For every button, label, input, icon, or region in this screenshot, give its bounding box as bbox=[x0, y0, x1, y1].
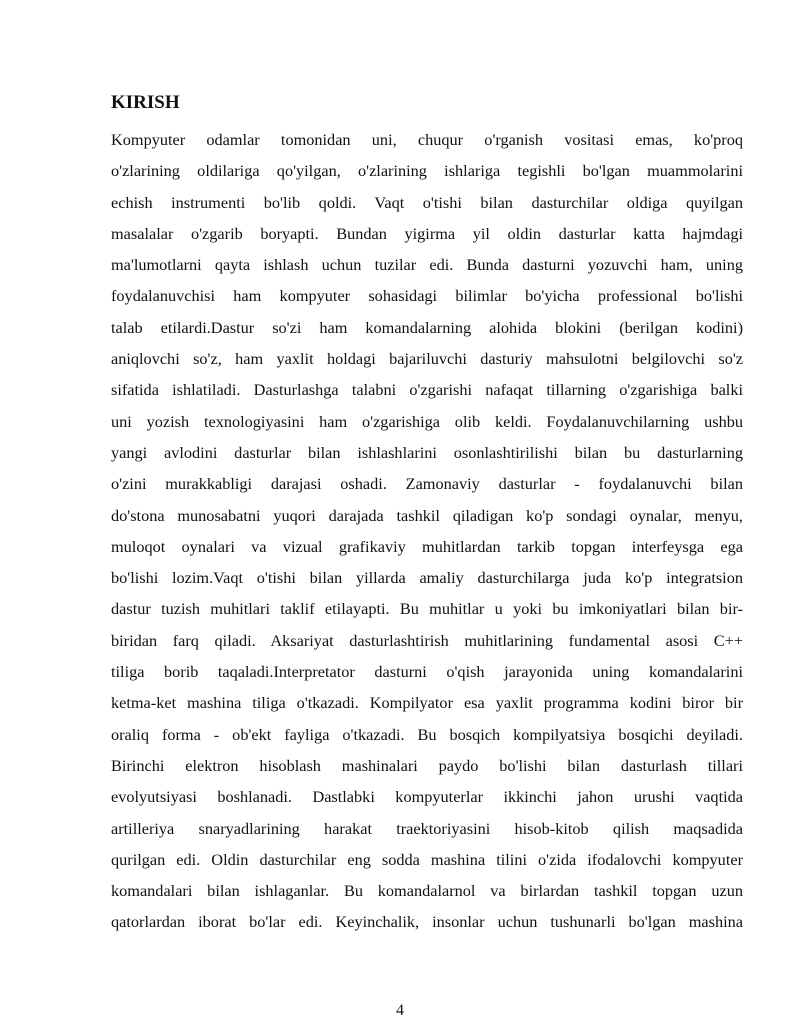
text-line: ma'lumotlarni qayta ishlash uchun tuzilar edi. Bunda dasturni yozuvchi ham, uning bbox=[111, 255, 743, 275]
text-line: do'stona munosabatni yuqori darajada tashkil qiladigan ko'p sondagi oynalar, menyu, bbox=[111, 505, 743, 525]
text-line: tiliga borib taqaladi.Interpretator dasturni o'qish jarayonida uning komandalarini bbox=[111, 662, 743, 682]
text-line: yangi avlodini dasturlar bilan ishlashlarini osonlashtirilishi bilan bu dasturlarning bbox=[111, 442, 743, 462]
page-number: 4 bbox=[396, 1002, 404, 1019]
text-line: qurilgan edi. Oldin dasturchilar eng sodda mashina tilini o'zida ifodalovchi kompyuter bbox=[111, 849, 743, 869]
text-line: o'zlarining oldilariga qo'yilgan, o'zlarining ishlariga tegishli bo'lgan muammolarini bbox=[111, 161, 743, 181]
text-line: evolyutsiyasi boshlanadi. Dastlabki kompyuterlar ikkinchi jahon urushi vaqtida bbox=[111, 787, 743, 807]
text-line: Kompyuter odamlar tomonidan uni, chuqur o'rganish vositasi emas, ko'proq bbox=[111, 130, 743, 149]
section-heading: KIRISH bbox=[111, 92, 180, 113]
text-line: Birinchi elektron hisoblash mashinalari paydo bo'lishi bilan dasturlash tillari bbox=[111, 755, 743, 775]
text-line: bo'lishi lozim.Vaqt o'tishi bilan yillarda amaliy dasturchilarga juda ko'p integratsion bbox=[111, 568, 743, 588]
text-line: echish instrumenti bo'lib qoldi. Vaqt o'tishi bilan dasturchilar oldiga quyilgan bbox=[111, 192, 743, 212]
text-line: aniqlovchi so'z, ham yaxlit holdagi bajariluvchi dasturiy mahsulotni belgilovchi so'z bbox=[111, 349, 743, 369]
text-line: masalalar o'zgarib boryapti. Bundan yigirma yil oldin dasturlar katta hajmdagi bbox=[111, 223, 743, 243]
text-line: dastur tuzish muhitlari taklif etilayapti. Bu muhitlar u yoki bu imkoniyatlari bilan bir- bbox=[111, 599, 743, 619]
text-line: muloqot oynalari va vizual grafikaviy muhitlardan tarkib topgan interfeysga ega bbox=[111, 536, 743, 556]
text-line: o'zini murakkabligi darajasi oshadi. Zamonaviy dasturlar - foydalanuvchi bilan bbox=[111, 474, 743, 494]
text-line: qatorlardan iborat bo'lar edi. Keyinchalik, insonlar uchun tushunarli bo'lgan mashina bbox=[111, 912, 743, 932]
text-line: oraliq forma - ob'ekt fayliga o'tkazadi. Bu bosqich kompilyatsiya bosqichi deyiladi. bbox=[111, 724, 743, 744]
text-line: artilleriya snaryadlarining harakat traektoriyasini hisob-kitob qilish maqsadida bbox=[111, 818, 743, 838]
text-line: talab etilardi.Dastur so'zi ham komandalarning alohida blokini (berilgan kodini) bbox=[111, 317, 743, 337]
text-line: ketma-ket mashina tiliga o'tkazadi. Kompilyator esa yaxlit programma kodini biror bir bbox=[111, 693, 743, 713]
text-line: foydalanuvchisi ham kompyuter sohasidagi bilimlar bo'yicha professional bo'lishi bbox=[111, 286, 743, 306]
body-text bbox=[111, 124, 743, 938]
text-line: biridan farq qiladi. Aksariyat dasturlashtirish muhitlarining fundamental asosi C++ bbox=[111, 630, 743, 650]
text-line: komandalari bilan ishlaganlar. Bu komandalarnol va birlardan tashkil topgan uzun bbox=[111, 881, 743, 901]
text-line: uni yozish texnologiyasini ham o'zgarishiga olib keldi. Foydalanuvchilarning ushbu bbox=[111, 411, 743, 431]
text-line: sifatida ishlatiladi. Dasturlashga talabni o'zgarishi nafaqat tillarning o'zgarishiga balki bbox=[111, 380, 743, 400]
